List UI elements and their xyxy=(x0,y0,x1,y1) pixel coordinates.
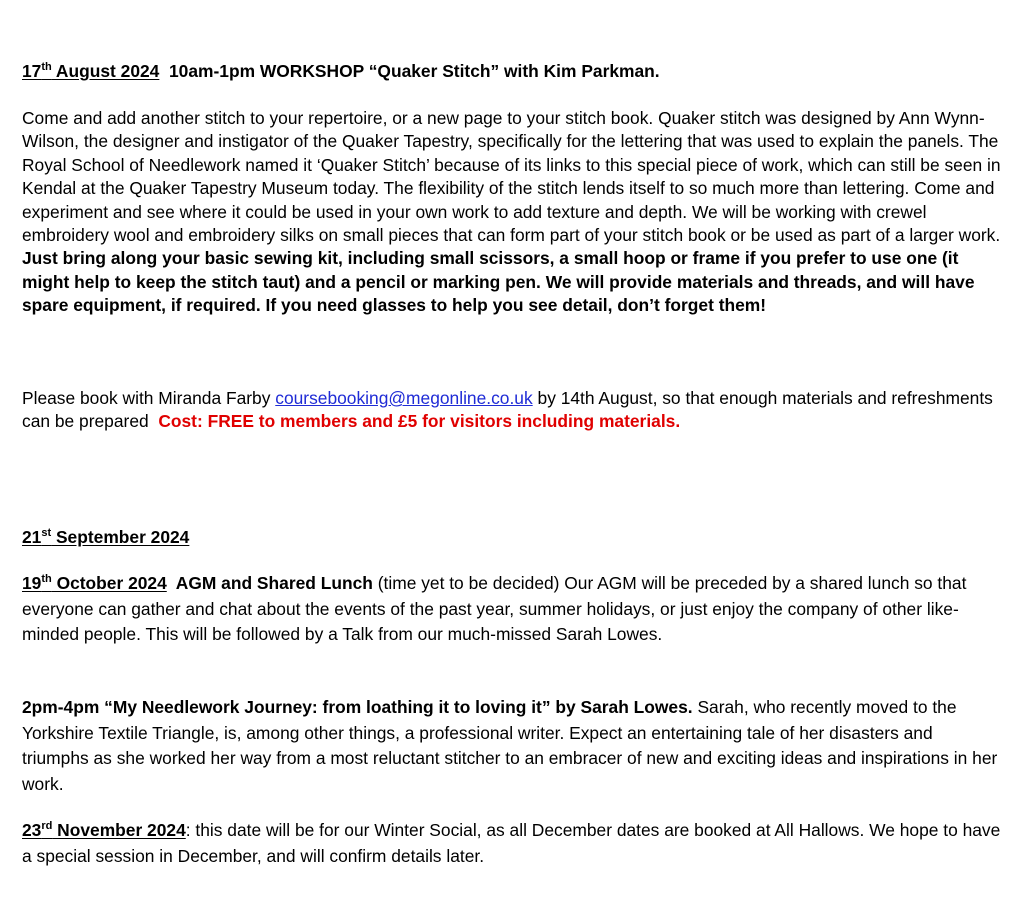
talk-title: 2pm-4pm “My Needlework Journey: from loathing it to loving it” by Sarah Lowes. xyxy=(22,697,693,717)
november-event-paragraph xyxy=(22,818,1002,869)
october-event-title: AGM and Shared Lunch xyxy=(166,573,373,593)
august-event-heading xyxy=(22,60,660,83)
november-event-date: 23rd November 2024 xyxy=(22,820,186,840)
booking-email-link[interactable]: coursebooking@megonline.co.uk xyxy=(275,388,533,408)
september-event-date: 21st September 2024 xyxy=(22,527,190,547)
talk-body: Sarah, who recently moved to the Yorkshire Textile Triangle, is, among other things, a professional writer. Expect an entertaining tale of her disasters and triumphs as she worked her way from a most reluctant stitcher to an embracer of new and exciting ideas and inspirations in her work. xyxy=(22,697,998,794)
august-event-description: Come and add another stitch to your repertoire, or a new page to your stitch book. Quaker stitch was designed by Ann Wynn-Wilson, the designer and instigator of the Quaker Tapestry, specifically for the lettering that was used to explain the panels. The Royal School of Needlework named it ‘Quaker Stitch’ because of its links to this special piece of work, which can still be seen in Kendal at the Quaker Tapestry Museum today. The flexibility of the stitch lends itself to so much more than lettering. Come and experiment and see where it could be used in your own work to add texture and depth. We will be working with crewel embroidery wool and embroidery silks on small pieces that can form part of your stitch book or be used as part of a larger work. Just bring along your basic sewing kit, including small scissors, a small hoop or frame if you prefer to use one (it might help to keep the stitch taut) and a pencil or marking pen. We will provide materials and threads, and will have spare equipment, if required. If you need glasses to help you see detail, don’t forget them! xyxy=(22,108,1001,316)
september-event-heading xyxy=(22,525,189,551)
november-event-body: : this date will be for our Winter Social, as all December dates are booked at All Hallows. We hope to have a special session in December, and will confirm details later. xyxy=(22,820,1001,866)
august-event-date: 17th August 2024 xyxy=(22,61,160,81)
august-booking-info: Please book with Miranda Farby coursebooking@megonline.co.uk by 14th August, so that enough materials and refreshments can be prepared Cost: FREE to members and £5 for visitors including materials. xyxy=(22,388,998,432)
october-event-paragraph xyxy=(22,571,1002,648)
october-event-date: 19th October 2024 xyxy=(22,573,167,593)
cost-note: Cost: FREE to members and £5 for visitors including materials. xyxy=(158,411,681,432)
talk-paragraph xyxy=(22,695,1002,797)
august-event-title: 10am-1pm WORKSHOP “Quaker Stitch” with Kim Parkman. xyxy=(159,61,660,81)
august-event-kit-note: Just bring along your basic sewing kit, including small scissors, a small hoop or frame if you prefer to use one (it might help to keep the stitch taut) and a pencil or marking pen. We will provide materials and threads, and will have spare equipment, if required. If you need glasses to help you see detail, don’t forget them! xyxy=(22,248,975,316)
october-event-body: (time yet to be decided) Our AGM will be preceded by a shared lunch so that everyone can gather and chat about the events of the past year, summer holidays, or just enjoy the company of other like-minded people. This will be followed by a Talk from our much-missed Sarah Lowes. xyxy=(22,573,967,645)
